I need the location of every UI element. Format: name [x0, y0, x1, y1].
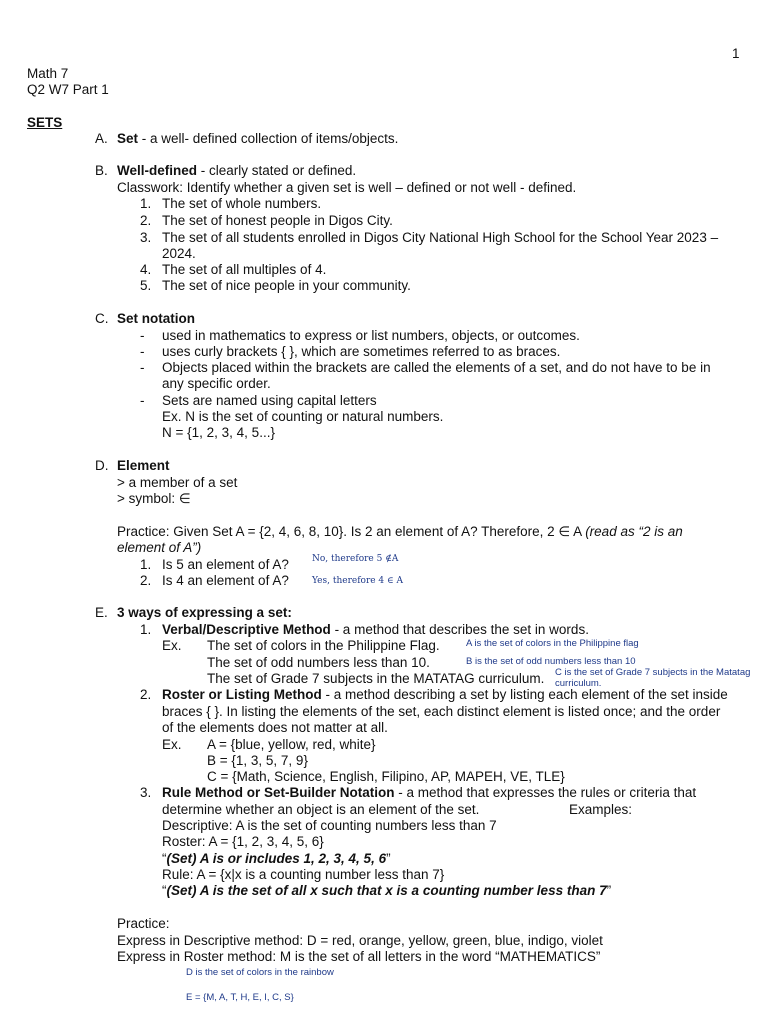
practice-line-1: Express in Descriptive method: D = red, orange, yellow, green, blue, indigo, violet — [117, 933, 603, 948]
method2-num: 2. — [140, 687, 152, 702]
element-q1: Is 5 an element of A? — [162, 557, 289, 572]
method1-ex-label: Ex. — [162, 638, 182, 653]
well-defined-definition: - clearly stated or defined. — [197, 163, 357, 178]
set-notation-term: Set notation — [117, 311, 195, 326]
element-practice — [117, 524, 683, 540]
method3-roster: Roster: A = {1, 2, 3, 4, 5, 6} — [162, 834, 324, 849]
method3-examples-label: Examples: — [569, 802, 633, 817]
element-term: Element — [117, 458, 170, 473]
element-q2-answer: Yes, therefore 4 ∈ A — [312, 576, 404, 586]
method3-desc-2: determine whether an object is an element of the set. — [162, 802, 480, 817]
classwork-num-1: 1. — [140, 196, 152, 211]
method1-line-2: The set of odd numbers less than 10. — [207, 655, 430, 670]
element-q2-num: 2. — [140, 573, 152, 588]
classwork-instruction: Classwork: Identify whether a given set is well – defined or not well - defined. — [117, 180, 577, 195]
method3-descriptive: Descriptive: A is the set of counting numbers less than 7 — [162, 818, 497, 833]
classwork-item-5: The set of nice people in your community. — [162, 278, 411, 293]
practice-answer-1: D is the set of colors in the rainbow — [186, 967, 334, 978]
method1-name: Verbal/Descriptive Method — [162, 622, 331, 637]
classwork-item-2: The set of honest people in Digos City. — [162, 213, 393, 228]
element-practice-italic-cont: element of A”) — [117, 540, 202, 555]
classwork-item-3-cont: 2024. — [162, 246, 196, 261]
section-b-letter: B. — [95, 163, 108, 178]
method1-line-1: The set of colors in the Philippine Flag. — [207, 638, 440, 653]
course-label: Math 7 — [27, 66, 69, 81]
notation-bullet-2: uses curly brackets { }, which are sometimes referred to as braces. — [162, 344, 561, 359]
element-q1-answer: No, therefore 5 ∉A — [312, 554, 399, 564]
element-def-2: > symbol: ∈ — [117, 491, 191, 506]
notation-bullet-3-cont: any specific order. — [162, 376, 271, 391]
quote-close: ” — [606, 883, 612, 898]
method2-line-1: A = {blue, yellow, red, white} — [207, 737, 376, 752]
bullet-dash-1: - — [140, 328, 145, 343]
method1-note-1: A is the set of colors in the Philippine flag — [466, 638, 639, 649]
method2-line-3: C = {Math, Science, English, Filipino, AP, MAPEH, VE, TLE} — [207, 769, 565, 784]
practice-line-2: Express in Roster method: M is the set of all letters in the word “MATHEMATICS” — [117, 949, 601, 964]
roster-read-text: (Set) A is or includes 1, 2, 3, 4, 5, 6 — [166, 851, 387, 866]
method3-name: Rule Method or Set-Builder Notation — [162, 785, 395, 800]
practice-label: Practice: — [117, 916, 170, 931]
well-defined-term: Well-defined — [117, 163, 198, 178]
method1-note-3: C is the set of Grade 7 subjects in the Matatag — [555, 667, 751, 678]
section-e-letter: E. — [95, 605, 108, 620]
notation-bullet-3: Objects placed within the brackets are called the elements of a set, and do not have to be in — [162, 360, 711, 375]
method1-line-3: The set of Grade 7 subjects in the MATATAG curriculum. — [207, 671, 545, 686]
method3-roster-read — [162, 851, 391, 867]
method1-note-4: curriculum. — [555, 678, 602, 689]
section-c-letter: C. — [95, 311, 109, 326]
bullet-dash-2: - — [140, 344, 145, 359]
quote-open: “ — [162, 883, 167, 898]
ways-heading: 3 ways of expressing a set: — [117, 605, 292, 620]
method2-text — [162, 687, 728, 703]
notation-example-set: N = {1, 2, 3, 4, 5...} — [162, 425, 275, 440]
doc-title: SETS — [27, 115, 63, 130]
bullet-dash-4: - — [140, 393, 145, 408]
classwork-item-4: The set of all multiples of 4. — [162, 262, 327, 277]
section-d-letter: D. — [95, 458, 109, 473]
page-number: 1 — [732, 46, 740, 61]
quote-open: “ — [162, 851, 167, 866]
classwork-num-5: 5. — [140, 278, 152, 293]
rule-read-text: (Set) A is the set of all x such that x is a counting number less than 7 — [166, 883, 607, 898]
classwork-num-2: 2. — [140, 213, 152, 228]
quote-close: ” — [386, 851, 391, 866]
method3-rule-read — [162, 883, 611, 899]
section-a-text — [117, 131, 398, 147]
method1-note-2: B is the set of odd numbers less than 10 — [466, 656, 636, 667]
classwork-item-3: The set of all students enrolled in Digos City National High School for the School Year 2023 – — [162, 230, 719, 245]
element-practice-text: Practice: Given Set A = {2, 4, 6, 8, 10}. Is 2 an element of A? Therefore, 2 ∈ A — [117, 524, 586, 539]
method3-desc: - a method that expresses the rules or criteria that — [394, 785, 697, 800]
method2-desc: - a method describing a set by listing each element of the set inside — [321, 687, 728, 702]
set-definition: - a well- defined collection of items/objects. — [138, 131, 399, 146]
set-term: Set — [117, 131, 139, 146]
method3-rule: Rule: A = {x|x is a counting number less than 7} — [162, 867, 445, 882]
section-a-letter: A. — [95, 131, 108, 146]
section-b-text — [117, 163, 356, 179]
method3-text — [162, 785, 696, 801]
bullet-dash-3: - — [140, 360, 145, 375]
practice-answer-2: E = {M, A, T, H, E, I, C, S} — [186, 992, 294, 1003]
classwork-num-3: 3. — [140, 230, 152, 245]
method2-ex-label: Ex. — [162, 737, 182, 752]
method1-num: 1. — [140, 622, 152, 637]
element-q2: Is 4 an element of A? — [162, 573, 289, 588]
lesson-label: Q2 W7 Part 1 — [27, 82, 109, 97]
notation-bullet-1: used in mathematics to express or list numbers, objects, or outcomes. — [162, 328, 580, 343]
method2-desc-2: braces { }. In listing the elements of the set, each distinct element is listed once; and the order — [162, 704, 721, 719]
notation-example: Ex. N is the set of counting or natural numbers. — [162, 409, 444, 424]
method2-desc-3: of the elements does not matter at all. — [162, 720, 388, 735]
method3-num: 3. — [140, 785, 152, 800]
method2-name: Roster or Listing Method — [162, 687, 322, 702]
element-def-1: > a member of a set — [117, 475, 238, 490]
element-q1-num: 1. — [140, 557, 152, 572]
classwork-num-4: 4. — [140, 262, 152, 277]
classwork-item-1: The set of whole numbers. — [162, 196, 322, 211]
method1-desc: - a method that describes the set in words. — [330, 622, 589, 637]
notation-bullet-4: Sets are named using capital letters — [162, 393, 377, 408]
method1-text — [162, 622, 589, 638]
element-practice-italic: (read as “2 is an — [585, 524, 683, 539]
method2-line-2: B = {1, 3, 5, 7, 9} — [207, 753, 308, 768]
